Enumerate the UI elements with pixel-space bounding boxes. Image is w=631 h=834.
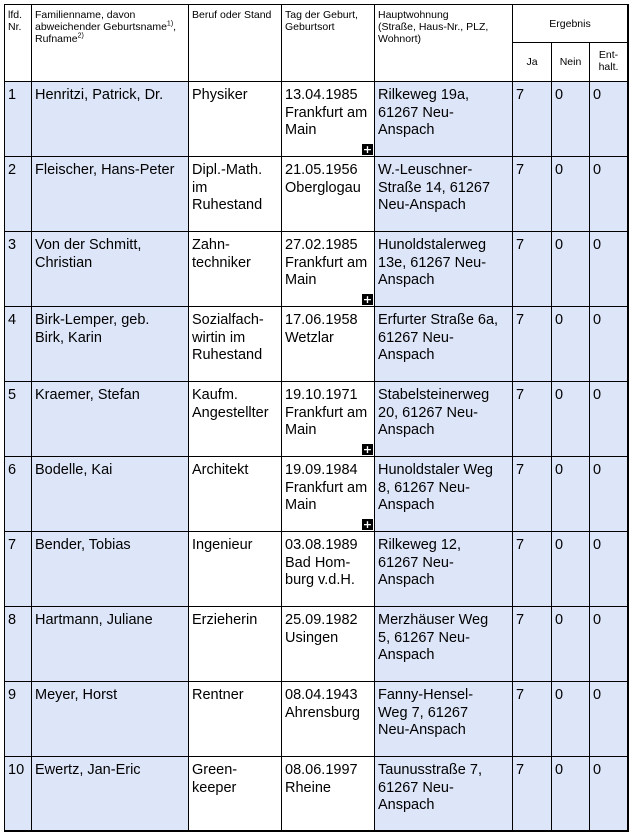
cell-ja [512, 756, 551, 831]
cell-ja [512, 81, 551, 156]
cell-nein-text: 0 [555, 537, 564, 553]
cell-enthalt-text: 0 [593, 237, 602, 253]
expand-plus-icon[interactable]: + [362, 443, 373, 456]
cell-geburt [281, 681, 374, 756]
cell-wohnung-text: Fanny-Hensel- Weg 7, 61267 Neu-Anspach [378, 687, 474, 738]
cell-beruf-text: Rentner [192, 687, 244, 703]
cell-wohnung [374, 231, 512, 306]
cell-nr [4, 756, 31, 831]
cell-nein [551, 306, 589, 381]
cell-ja-text: 7 [516, 462, 525, 478]
cell-geburt [281, 156, 374, 231]
header-nein: Nein [551, 42, 589, 81]
cell-name-text: Meyer, Horst [35, 687, 118, 703]
cell-nein-text: 0 [555, 237, 564, 253]
cell-wohnung [374, 381, 512, 456]
cell-ja [512, 606, 551, 681]
cell-name [31, 231, 188, 306]
cell-ja-text: 7 [516, 687, 525, 703]
cell-nein [551, 531, 589, 606]
cell-beruf-text: Ingenieur [192, 537, 253, 553]
cell-wohnung [374, 156, 512, 231]
cell-nein [551, 681, 589, 756]
cell-enthalt-text: 0 [593, 762, 602, 778]
cell-geburt-text: 25.09.1982 Usingen [285, 612, 358, 646]
cell-nein [551, 231, 589, 306]
cell-nein [551, 156, 589, 231]
cell-geburt [281, 606, 374, 681]
cell-nein-text: 0 [555, 387, 564, 403]
cell-ja-text: 7 [516, 237, 525, 253]
cell-enthalt-text: 0 [593, 162, 602, 178]
cell-geburt-text: 19.09.1984 Frankfurt am Main [285, 462, 368, 513]
cell-nr-text: 8 [8, 612, 17, 628]
cell-wohnung-text: Rilkeweg 12, 61267 Neu- Anspach [378, 537, 462, 588]
cell-beruf-text: Dipl.-Math. im Ruhestand [192, 162, 263, 213]
cell-name-text: Von der Schmitt, Christian [35, 237, 142, 271]
cell-ja [512, 681, 551, 756]
cell-nr [4, 231, 31, 306]
cell-ja-text: 7 [516, 537, 525, 553]
cell-name [31, 381, 188, 456]
cell-nr-text: 1 [8, 87, 17, 103]
cell-name-text: Fleischer, Hans-Peter [35, 162, 175, 178]
cell-nein-text: 0 [555, 162, 564, 178]
cell-nein-text: 0 [555, 462, 564, 478]
cell-enthalt-text: 0 [593, 462, 602, 478]
cell-beruf-text: Kaufm. Angestellter [192, 387, 269, 421]
cell-nr [4, 306, 31, 381]
cell-enthalt-text: 0 [593, 687, 602, 703]
cell-wohnung [374, 456, 512, 531]
cell-geburt-text: 08.06.1997 Rheine [285, 762, 358, 796]
cell-name-text: Ewertz, Jan-Eric [35, 762, 141, 778]
cell-wohnung [374, 306, 512, 381]
cell-wohnung-text: W.-Leuschner- Straße 14, 61267 Neu-Anspach [378, 162, 491, 213]
cell-nr-text: 4 [8, 312, 17, 328]
header-geburt: Tag der Geburt, Geburtsort [281, 4, 374, 81]
cell-ja [512, 531, 551, 606]
cell-name [31, 156, 188, 231]
cell-beruf [188, 756, 281, 831]
cell-ja-text: 7 [516, 312, 525, 328]
cell-geburt [281, 756, 374, 831]
cell-enthalt [589, 231, 627, 306]
cell-ja [512, 381, 551, 456]
header-enthalt: Ent- halt. [589, 42, 627, 81]
cell-geburt [281, 231, 374, 306]
cell-wohnung [374, 81, 512, 156]
cell-wohnung [374, 681, 512, 756]
cell-beruf [188, 156, 281, 231]
cell-ja-text: 7 [516, 762, 525, 778]
cell-name-text: Birk-Lemper, geb. Birk, Karin [35, 312, 150, 346]
cell-nr-text: 9 [8, 687, 17, 703]
cell-beruf [188, 606, 281, 681]
cell-enthalt [589, 381, 627, 456]
cell-name [31, 306, 188, 381]
cell-enthalt [589, 306, 627, 381]
cell-geburt [281, 306, 374, 381]
cell-name-text: Bodelle, Kai [35, 462, 113, 478]
cell-geburt-text: 27.02.1985 Frankfurt am Main [285, 237, 368, 288]
cell-enthalt [589, 156, 627, 231]
cell-enthalt [589, 756, 627, 831]
cell-nr [4, 531, 31, 606]
cell-wohnung-text: Hunoldstaler Weg 8, 61267 Neu- Anspach [378, 462, 493, 513]
cell-nein [551, 756, 589, 831]
cell-beruf [188, 81, 281, 156]
cell-beruf [188, 381, 281, 456]
cell-nr-text: 5 [8, 387, 17, 403]
cell-wohnung [374, 756, 512, 831]
cell-name [31, 606, 188, 681]
cell-ja [512, 156, 551, 231]
header-rufname-text: , Rufname [35, 21, 177, 45]
cell-name-text: Bender, Tobias [35, 537, 131, 553]
cell-wohnung-text: Stabelsteinerweg 20, 61267 Neu- Anspach [378, 387, 490, 438]
header-ja: Ja [512, 42, 551, 81]
cell-nr-text: 3 [8, 237, 17, 253]
expand-plus-icon[interactable]: + [362, 293, 373, 306]
cell-enthalt-text: 0 [593, 312, 602, 328]
cell-ja [512, 306, 551, 381]
cell-nein-text: 0 [555, 687, 564, 703]
cell-wohnung-text: Taunusstraße 7, 61267 Neu- Anspach [378, 762, 482, 813]
cell-nr [4, 381, 31, 456]
cell-wohnung-text: Hunoldstalerweg 13e, 61267 Neu- Anspach [378, 237, 487, 288]
table-right-border [627, 4, 629, 832]
cell-nr [4, 681, 31, 756]
cell-geburt-text: 17.06.1958 Wetzlar [285, 312, 358, 346]
cell-nein-text: 0 [555, 612, 564, 628]
cell-enthalt [589, 606, 627, 681]
cell-enthalt [589, 456, 627, 531]
cell-geburt-text: 21.05.1956 Oberglogau [285, 162, 361, 196]
cell-name [31, 531, 188, 606]
footnote-1: 1) [166, 20, 174, 28]
cell-name-text: Henritzi, Patrick, Dr. [35, 87, 164, 103]
cell-ja-text: 7 [516, 162, 525, 178]
cell-geburt [281, 531, 374, 606]
cell-nr-text: 10 [8, 762, 25, 778]
cell-beruf-text: Architekt [192, 462, 249, 478]
cell-geburt [281, 456, 374, 531]
cell-name [31, 681, 188, 756]
cell-beruf [188, 306, 281, 381]
cell-enthalt [589, 531, 627, 606]
cell-wohnung-text: Erfurter Straße 6a, 61267 Neu- Anspach [378, 312, 499, 363]
cell-geburt-text: 08.04.1943 Ahrensburg [285, 687, 360, 721]
cell-nein-text: 0 [555, 312, 564, 328]
cell-beruf-text: Sozialfach- wirtin im Ruhestand [192, 312, 264, 363]
cell-name [31, 756, 188, 831]
cell-nr [4, 606, 31, 681]
table-bottom-border [4, 830, 629, 832]
cell-name-text: Hartmann, Juliane [35, 612, 153, 628]
cell-nein [551, 606, 589, 681]
cell-geburt-text: 19.10.1971 Frankfurt am Main [285, 387, 368, 438]
cell-wohnung-text: Rilkeweg 19a, 61267 Neu- Anspach [378, 87, 470, 138]
cell-wohnung [374, 531, 512, 606]
cell-geburt [281, 81, 374, 156]
header-ergebnis: Ergebnis [512, 4, 627, 42]
cell-beruf [188, 231, 281, 306]
cell-name [31, 456, 188, 531]
cell-beruf [188, 531, 281, 606]
cell-nein-text: 0 [555, 762, 564, 778]
cell-nr [4, 156, 31, 231]
expand-plus-icon[interactable]: + [362, 518, 373, 531]
cell-enthalt-text: 0 [593, 537, 602, 553]
cell-ja-text: 7 [516, 387, 525, 403]
cell-name [31, 81, 188, 156]
cell-nein [551, 456, 589, 531]
cell-ja-text: 7 [516, 612, 525, 628]
cell-enthalt [589, 681, 627, 756]
cell-nein [551, 381, 589, 456]
cell-beruf-text: Green- keeper [192, 762, 238, 796]
cell-ja [512, 456, 551, 531]
cell-nr [4, 81, 31, 156]
cell-beruf-text: Zahn- techniker [192, 237, 251, 271]
cell-nr-text: 2 [8, 162, 17, 178]
cell-enthalt [589, 81, 627, 156]
footnote-2: 2) [77, 32, 84, 40]
cell-nein [551, 81, 589, 156]
header-beruf: Beruf oder Stand [188, 4, 281, 81]
cell-nein-text: 0 [555, 87, 564, 103]
cell-wohnung [374, 606, 512, 681]
header-wohnung: Hauptwohnung (Straße, Haus-Nr., PLZ, Wohnort) [374, 4, 512, 81]
header-nr: lfd. Nr. [4, 4, 31, 81]
cell-beruf-text: Physiker [192, 87, 248, 103]
expand-plus-icon[interactable]: + [362, 143, 373, 156]
cell-name-text: Kraemer, Stefan [35, 387, 140, 403]
cell-nr [4, 456, 31, 531]
header-name [31, 4, 188, 81]
cell-wohnung-text: Merzhäuser Weg 5, 61267 Neu- Anspach [378, 612, 489, 663]
cell-nr-text: 7 [8, 537, 17, 553]
cell-beruf [188, 681, 281, 756]
cell-enthalt-text: 0 [593, 87, 602, 103]
cell-geburt-text: 13.04.1985 Frankfurt am Main [285, 87, 368, 138]
cell-enthalt-text: 0 [593, 612, 602, 628]
cell-ja-text: 7 [516, 87, 525, 103]
header-name-text: Familienname, davon abweichender Geburtsname [35, 9, 167, 33]
cell-enthalt-text: 0 [593, 387, 602, 403]
cell-beruf [188, 456, 281, 531]
cell-geburt-text: 03.08.1989 Bad Hom- burg v.d.H. [285, 537, 358, 588]
cell-beruf-text: Erzieherin [192, 612, 258, 628]
cell-geburt [281, 381, 374, 456]
cell-nr-text: 6 [8, 462, 17, 478]
cell-ja [512, 231, 551, 306]
